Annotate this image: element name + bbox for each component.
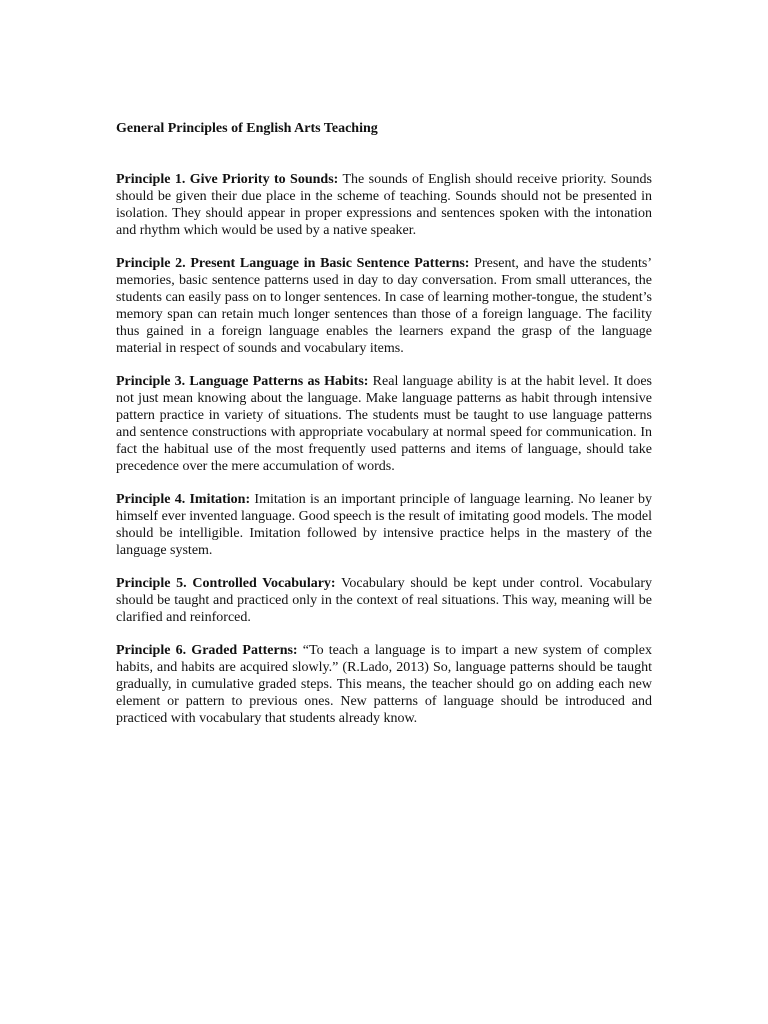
principle-4 [116,491,652,559]
principle-body: “To teach a language is to impart a new system of complex habits, and habits are acquired slowly.” (R.Lado, 2013) So, language patterns should be taught gradually, in cumulative graded steps. This means, the teacher should go on adding each new element or pattern to previous ones. New patterns of language should be introduced and practiced with vocabulary that students already know. [116,643,653,726]
principle-body: Imitation is an important principle of language learning. No leaner by himself ever invented language. Good speech is the result of imitating good models. The model should be intelligible. Imitation followed by intensive practice helps in the mastery of the language system. [116,492,652,558]
principle-body: Present, and have the students’ memories, basic sentence patterns used in day to day conversation. From small utterances, the students can easily pass on to longer sentences. In case of learning mother-tongue, the student’s memory span can retain much longer sentences than those of a foreign language. The facility thus gained in a foreign language enables the learners expand the grasp of the language material in respect of sounds and vocabulary items. [116,256,652,356]
principle-heading: Principle 1. Give Priority to Sounds: [116,172,339,187]
principle-heading: Principle 4. Imitation: [116,492,251,507]
principle-3 [116,373,652,475]
principle-body: The sounds of English should receive priority. Sounds should be given their due place in the scheme of teaching. Sounds should not be presented in isolation. They should appear in proper expressions and sentences spoken with the intonation and rhythm which would be used by a native speaker. [116,172,652,238]
principle-heading: Principle 6. Graded Patterns: [116,643,298,658]
principle-5 [116,575,652,626]
principle-1 [116,171,652,239]
principle-6 [116,642,652,727]
document-page [116,119,652,743]
principle-heading: Principle 5. Controlled Vocabulary: [116,576,336,591]
principle-heading: Principle 3. Language Patterns as Habits: [116,374,369,389]
principle-body: Real language ability is at the habit level. It does not just mean knowing about the language. Make language patterns as habit through intensive pattern practice in variety of situations. The students must be taught to use language patterns and sentence constructions with appropriate vocabulary at normal speed for communication. In fact the habitual use of the most frequently used patterns and items of language, should take precedence over the mere accumulation of words. [116,374,653,474]
principle-2 [116,255,652,357]
principle-heading: Principle 2. Present Language in Basic Sentence Patterns: [116,256,470,271]
document-title: General Principles of English Arts Teaching [116,121,378,136]
principle-body: Vocabulary should be kept under control. Vocabulary should be taught and practiced only in the context of real situations. This way, meaning will be clarified and reinforced. [116,576,652,625]
